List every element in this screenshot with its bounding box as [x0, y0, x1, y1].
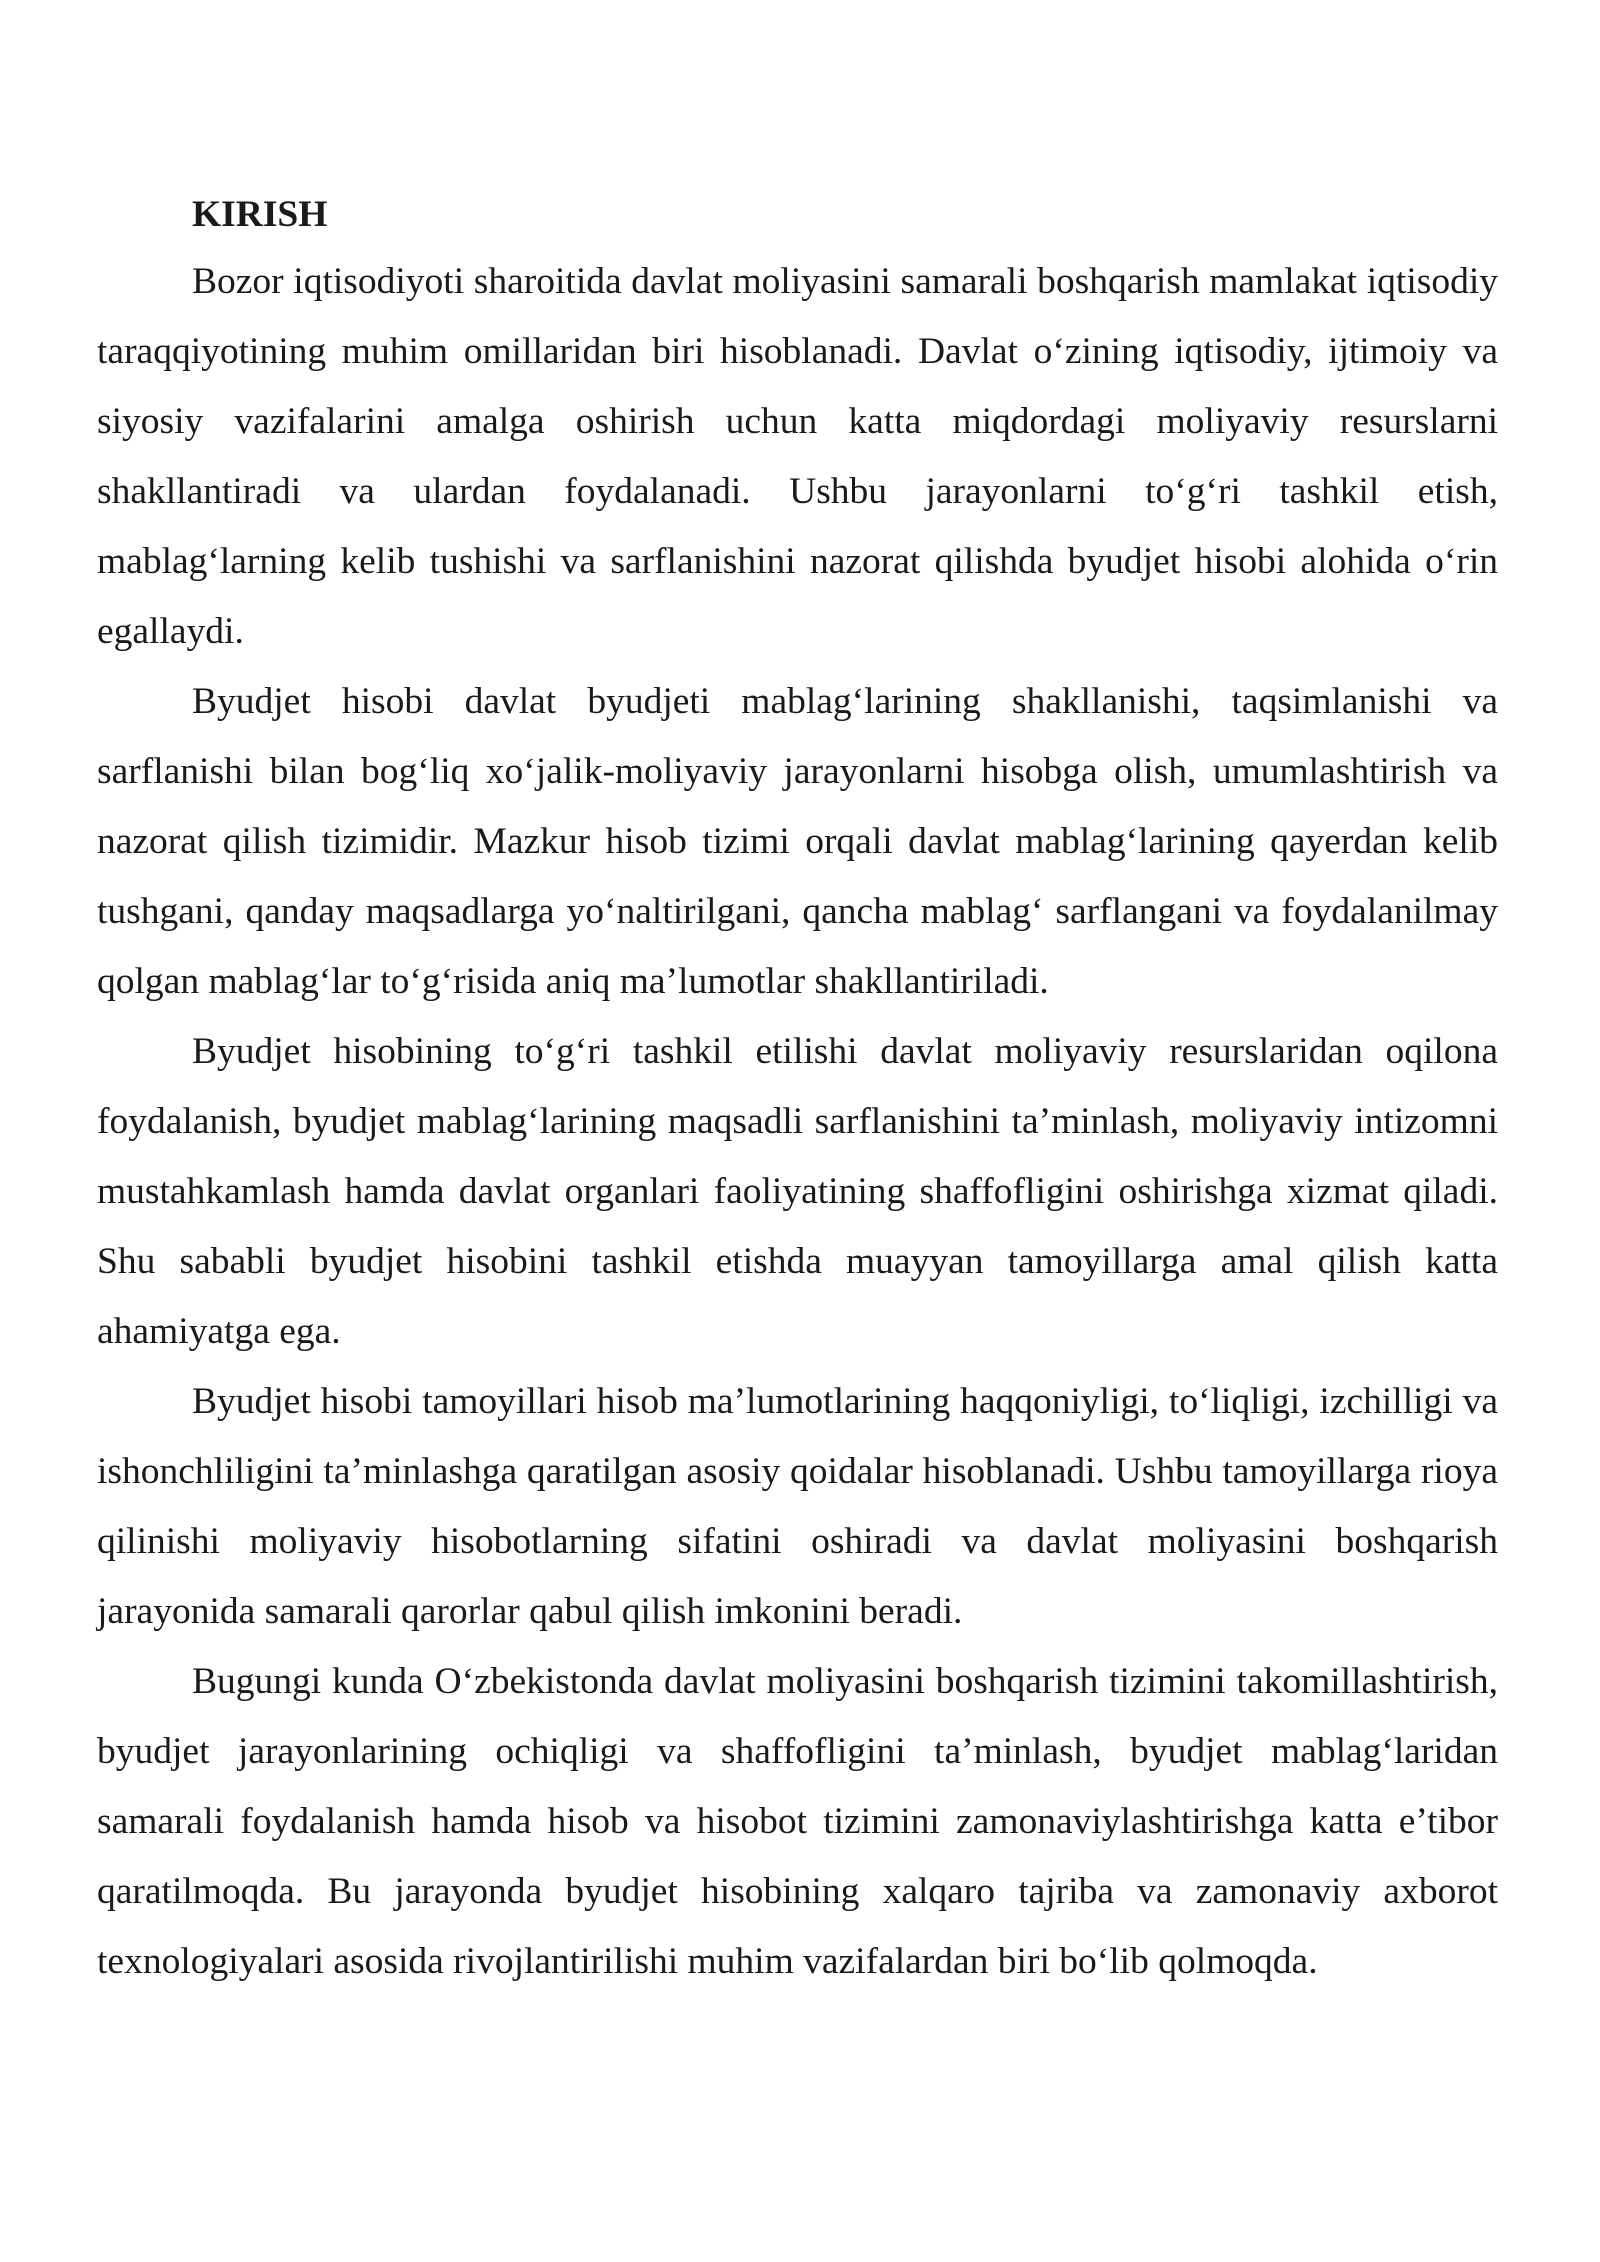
paragraph-2: Byudjet hisobi davlat byudjeti mablag‘larining shakllanishi, taqsimlanishi va sarflanishi bilan bog‘liq xo‘jalik-moliyaviy jarayonlarni hisobga olish, umumlashtirish va nazorat qilish tizimidir. Mazkur hisob tizimi orqali davlat mablag‘larining qayerdan kelib tushgani, qanday maqsadlarga yo‘naltirilgani, qancha mablag‘ sarflangani va foydalanilmay qolgan mablag‘lar to‘g‘risida aniq ma’lumotlar shakllantiriladi. [97, 681, 1498, 1002]
paragraph-5: Bugungi kunda O‘zbekistonda davlat moliyasini boshqarish tizimini takomillashtirish, byudjet jarayonlarining ochiqligi va shaffofligini ta’minlash, byudjet mablag‘laridan samarali foydalanish hamda hisob va hisobot tizimini zamonaviylashtirishga katta e’tibor qaratilmoqda. Bu jarayonda byudjet hisobining xalqaro tajriba va zamonaviy axborot texnologiyalari asosida rivojlantirilishi muhim vazifalardan biri bo‘lib qolmoqda. [97, 1661, 1498, 1982]
paragraph-3: Byudjet hisobining to‘g‘ri tashkil etilishi davlat moliyaviy resurslaridan oqilona foydalanish, byudjet mablag‘larining maqsadli sarflanishini ta’minlash, moliyaviy intizomni mustahkamlash hamda davlat organlari faoliyatining shaffofligini oshirishga xizmat qiladi. Shu sababli byudjet hisobini tashkil etishda muayyan tamoyillarga amal qilish katta ahamiyatga ega. [97, 1031, 1498, 1352]
section-heading: KIRISH [192, 194, 328, 235]
paragraph-4: Byudjet hisobi tamoyillari hisob ma’lumotlarining haqqoniyligi, to‘liqligi, izchilligi va ishonchliligini ta’minlashga qaratilgan asosiy qoidalar hisoblanadi. Ushbu tamoyillarga rioya qilinishi moliyaviy hisobotlarning sifatini oshiradi va davlat moliyasini boshqarish jarayonida samarali qarorlar qabul qilish imkonini beradi. [97, 1381, 1498, 1632]
document-body [97, 185, 1498, 1997]
paragraph-1: Bozor iqtisodiyoti sharoitida davlat moliyasini samarali boshqarish mamlakat iqtisodiy taraqqiyotining muhim omillaridan biri hisoblanadi. Davlat o‘zining iqtisodiy, ijtimoiy va siyosiy vazifalarini amalga oshirish uchun katta miqdordagi moliyaviy resurslarni shakllantiradi va ulardan foydalanadi. Ushbu jarayonlarni to‘g‘ri tashkil etish, mablag‘larning kelib tushishi va sarflanishini nazorat qilishda byudjet hisobi alohida o‘rin egallaydi. [97, 261, 1498, 652]
